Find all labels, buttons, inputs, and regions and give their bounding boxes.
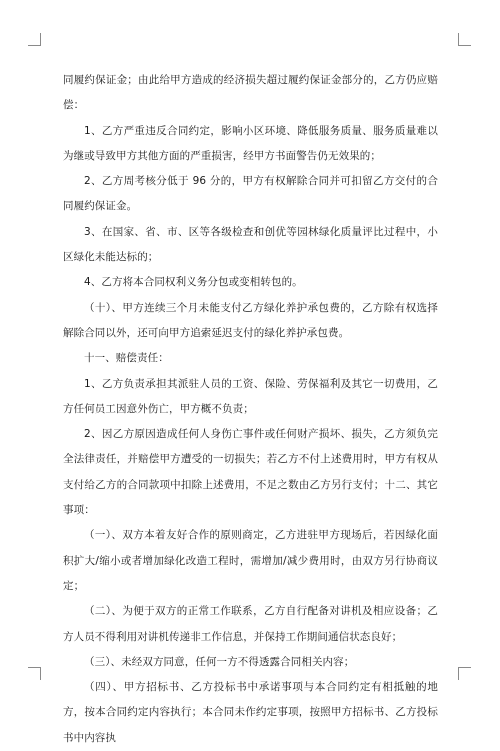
paragraph-item-1: 1、乙方严重违反合同约定，影响小区环境、降低服务质量、服务质量难以为继或导致甲方其他方面的严重损害，经甲方书面警告仍无效果的；: [63, 124, 438, 162]
paragraph-other-1: （一）、双方本着友好合作的原则商定，乙方进驻甲方现场后，若因绿化面积扩大/缩小或者增加绿化改造工程时，需增加/减少费用时，由双方另行协商议定；: [63, 529, 438, 592]
paragraph-other-3: （三）、未经双方同意，任何一方不得透露合同相关内容；: [84, 655, 355, 668]
paragraph-item-4: 4、乙方将本合同权利义务分包或变相转包的。: [84, 276, 303, 289]
document-body: [63, 68, 438, 751]
paragraph-item-3: 3、在国家、省、市、区等各级检查和创优等园林绿化质量评比过程中，小区绿化未能达标的；: [63, 225, 438, 264]
paragraph-item-2: 2、乙方周考核分低于 96 分的，甲方有权解除合同并可扣留乙方交付的合同履约保证金。: [63, 175, 438, 213]
crop-mark-top-right: [458, 33, 471, 46]
section-heading-11: 十一、赔偿责任：: [84, 352, 169, 365]
crop-mark-bottom-right: [458, 667, 471, 680]
paragraph-section-10: （十）、甲方连续三个月未能支付乙方绿化养护承包费的，乙方除有权选择解除合同以外，还可向甲方追索延迟支付的绿化养护承包费。: [63, 301, 438, 339]
crop-mark-top-left: [28, 33, 41, 46]
paragraph-other-4: （四）、甲方招标书、乙方投标书中承诺事项与本合同约定有相抵触的地方，按本合同约定内容执行；本合同未作约定事项，按照甲方招标书、乙方投标书中内容执: [63, 681, 438, 744]
paragraph-continuation: 同履约保证金；由此给甲方造成的经济损失超过履约保证金部分的，乙方仍应赔偿：: [63, 74, 438, 112]
paragraph-liability-2: 2、因乙方原因造成任何人身伤亡事件或任何财产损坏、损失，乙方须负完全法律责任，并赔偿甲方遭受的一切损失；若乙方不付上述费用时，甲方有权从支付给乙方的合同款项中扣除上述费用，不足之数由乙方另行支付；十二、其它事项：: [63, 428, 438, 517]
crop-mark-bottom-left: [28, 667, 41, 680]
paragraph-other-2: （二）、为便于双方的正常工作联系，乙方自行配备对讲机及相应设备；乙方人员不得利用对讲机传递非工作信息，并保持工作期间通信状态良好；: [63, 605, 438, 643]
paragraph-liability-1: 1、乙方负责承担其派驻人员的工资、保险、劳保福利及其它一切费用，乙方任何员工因意外伤亡，甲方概不负责；: [63, 377, 438, 415]
